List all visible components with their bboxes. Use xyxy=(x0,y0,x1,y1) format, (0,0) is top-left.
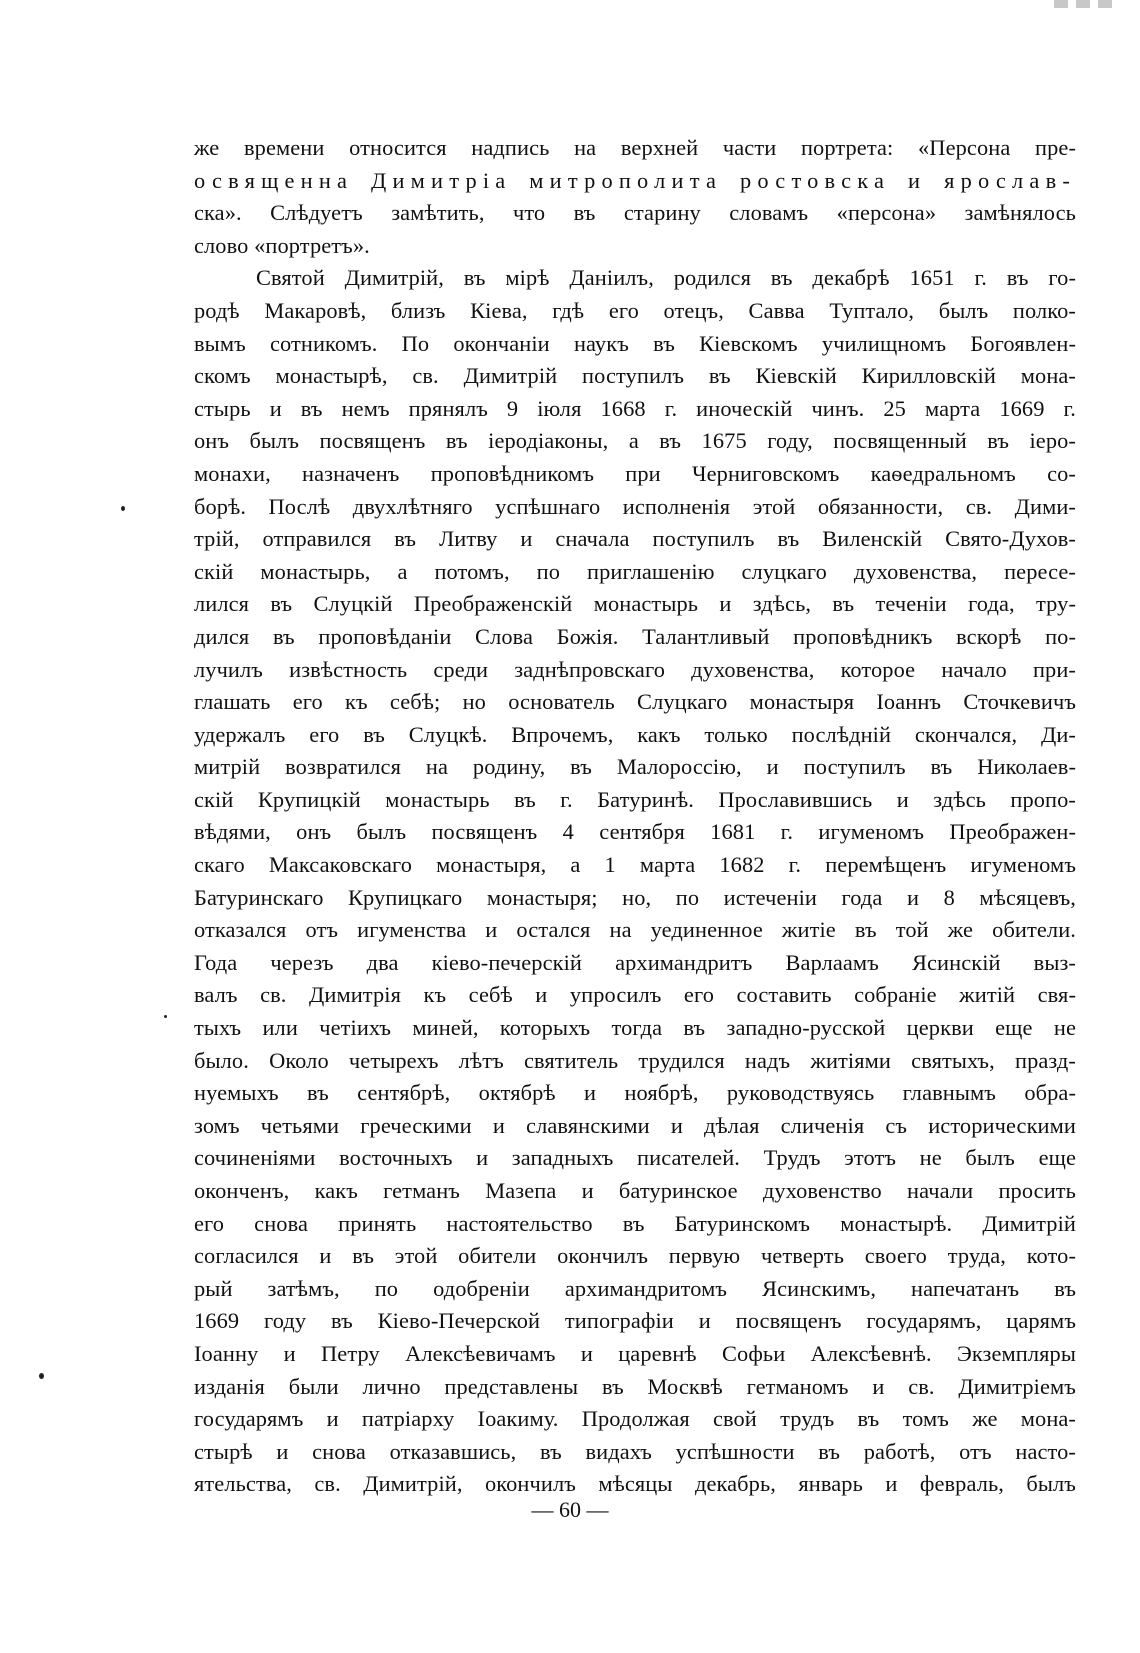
text-line: сочиненіями восточныхъ и западныхъ писателей. Трудъ этотъ не былъ еще xyxy=(194,1145,1076,1171)
text-line: дился въ проповѣданіи Слова Божія. Талантливый проповѣдникъ вскорѣ по- xyxy=(194,623,1076,649)
text-line: удержалъ его въ Слуцкѣ. Впрочемъ, какъ только послѣдній скончался, Ди- xyxy=(194,721,1076,747)
scan-speck xyxy=(121,506,125,511)
scan-speck xyxy=(164,1015,167,1018)
text-line: стырѣ и снова отказавшись, въ видахъ успѣшности въ работѣ, отъ насто- xyxy=(194,1438,1076,1464)
text-line: борѣ. Послѣ двухлѣтняго успѣшнаго исполненія этой обязанности, св. Дими- xyxy=(194,493,1076,519)
text-line: ятельства, св. Димитрій, окончилъ мѣсяцы декабрь, январь и февраль, былъ xyxy=(194,1471,1076,1497)
scan-speck xyxy=(39,1373,44,1379)
text-line: изданія были лично представлены въ Москвѣ гетманомъ и св. Димитріемъ xyxy=(194,1373,1076,1399)
text-line: ска». Слѣдуетъ замѣтить, что въ старину словамъ «персона» замѣнялось xyxy=(194,200,1076,226)
text-line: оконченъ, какъ гетманъ Мазепа и батуринское духовенство начали просить xyxy=(194,1178,1076,1203)
text-line: отказался отъ игуменства и остался на уединенное житіе въ той же обители. xyxy=(194,917,1076,943)
text-line: слово «портретъ». xyxy=(194,232,370,258)
text-line: его снова принять настоятельство въ Батуринскомъ монастырѣ. Димитрій xyxy=(194,1210,1076,1236)
page-number: — 60 — xyxy=(531,1497,609,1522)
text-line: лучилъ извѣстность среди заднѣпровскаго духовенства, которое начало при- xyxy=(194,656,1076,682)
text-line: освященна Димитріа митрополита ростовска и ярослав- xyxy=(194,167,1076,193)
text-line: Батуринскаго Крупицкаго монастыря; но, по истеченіи года и 8 мѣсяцевъ, xyxy=(194,884,1076,910)
text-line: рый затѣмъ, по одобреніи архимандритомъ Ясинскимъ, напечатанъ въ xyxy=(194,1275,1076,1301)
text-line: вымъ сотникомъ. По окончаніи наукъ въ Кіевскомъ училищномъ Богоявлен- xyxy=(194,330,1076,356)
text-line: вѣдями, онъ былъ посвященъ 4 сентября 1681 г. игуменомъ Преображен- xyxy=(194,819,1076,845)
text-line: онъ былъ посвященъ въ іеродіаконы, а въ 1675 году, посвященный въ іеро- xyxy=(194,428,1076,454)
text-line: Святой Димитрій, въ мірѣ Даніилъ, родился въ декабрѣ 1651 г. въ го- xyxy=(256,265,1076,291)
text-line: стырь и въ немъ прянялъ 9 іюля 1668 г. иноческій чинъ. 25 марта 1669 г. xyxy=(194,395,1076,421)
text-line: митрій возвратился на родину, въ Малороссію, и поступилъ въ Николаев- xyxy=(194,754,1076,780)
text-line: тыхъ или четіихъ миней, которыхъ тогда въ западно-русской церкви еще не xyxy=(194,1015,1076,1041)
text-line: же времени относится надпись на верхней части портрета: «Персона пре- xyxy=(194,135,1076,160)
text-line: скомъ монастырѣ, св. Димитрій поступилъ въ Кіевскій Кирилловскій мона- xyxy=(194,363,1076,389)
text-line: Года черезъ два кіево-печерскій архимандритъ Варлаамъ Ясинскій выз- xyxy=(194,949,1076,975)
text-line: скій Крупицкій монастырь въ г. Батуринѣ. Прославившись и здѣсь пропо- xyxy=(194,786,1076,812)
text-line: 1669 году въ Кіево-Печерской типографіи и посвященъ государямъ, царямъ xyxy=(194,1308,1076,1334)
body-text xyxy=(194,132,1076,1501)
text-line: лился въ Слуцкій Преображенскій монастырь и здѣсь, въ теченіи года, тру- xyxy=(194,591,1076,617)
text-line: Іоанну и Петру Алексѣевичамъ и царевнѣ Софьи Алексѣевнѣ. Экземпляры xyxy=(194,1340,1076,1366)
scan-edge-mark xyxy=(1054,0,1112,8)
text-line: нуемыхъ въ сентябрѣ, октябрѣ и ноябрѣ, руководствуясь главнымъ обра- xyxy=(194,1080,1076,1106)
text-line: было. Около четырехъ лѣтъ святитель трудился надъ житіями святыхъ, празд- xyxy=(194,1047,1076,1073)
text-line: согласился и въ этой обители окончилъ первую четверть своего труда, кото- xyxy=(194,1243,1076,1269)
text-line: монахи, назначенъ проповѣдникомъ при Черниговскомъ каѳедральномъ со- xyxy=(194,460,1076,486)
text-line: валъ св. Димитрія къ себѣ и упросилъ его составить собраніе житій свя- xyxy=(194,982,1076,1008)
text-line: глашать его къ себѣ; но основатель Слуцкаго монастыря Іоаннъ Сточкевичъ xyxy=(194,689,1076,715)
text-line: зомъ четьями греческими и славянскими и дѣлая сличенія съ историческими xyxy=(194,1112,1076,1138)
text-line: скій монастырь, а потомъ, по приглашенію слуцкаго духовенства, пересе- xyxy=(194,558,1076,584)
text-line: родѣ Макаровѣ, близъ Кіева, гдѣ его отецъ, Савва Туптало, былъ полко- xyxy=(194,297,1076,323)
text-line: трій, отправился въ Литву и сначала поступилъ въ Виленскій Свято-Духов- xyxy=(194,526,1076,552)
text-line: государямъ и патріарху Іоакиму. Продолжая свой трудъ въ томъ же мона- xyxy=(194,1406,1076,1432)
text-line: скаго Максаковскаго монастыря, а 1 марта 1682 г. перемѣщенъ игуменомъ xyxy=(194,852,1076,878)
